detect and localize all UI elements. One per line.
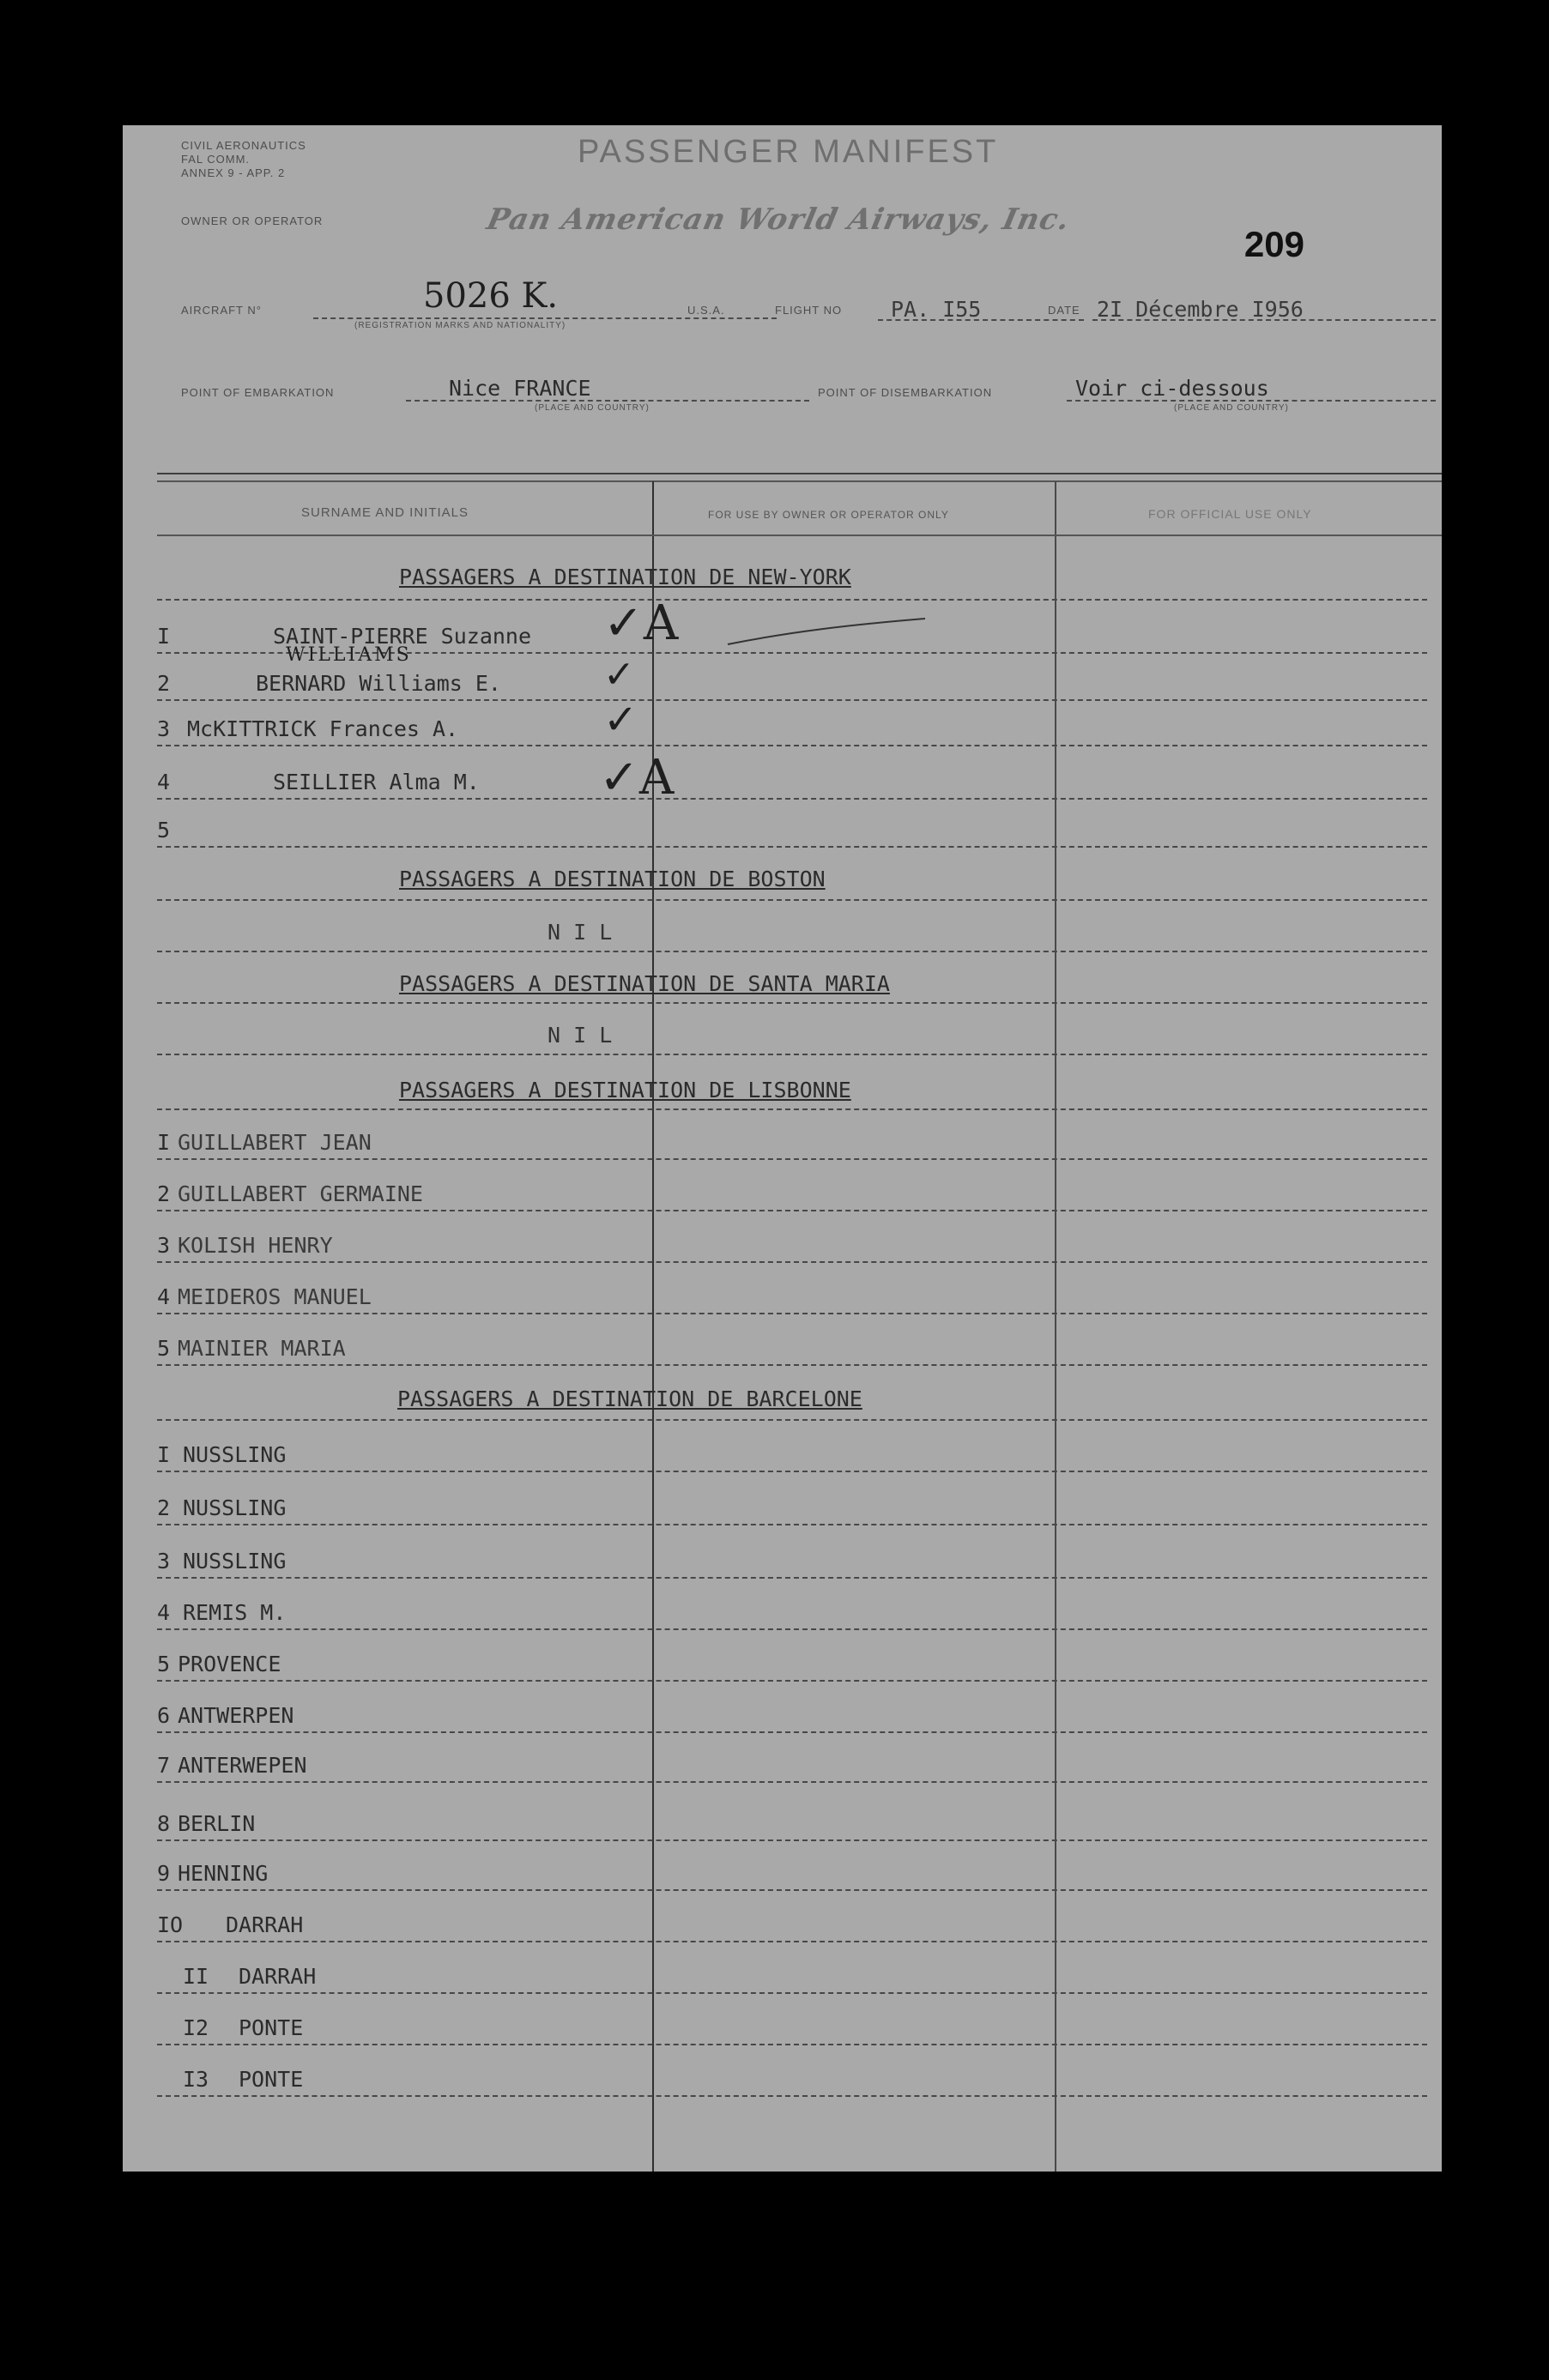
row-number: 2 bbox=[157, 671, 171, 696]
embarkation-label: POINT OF EMBARKATION bbox=[181, 386, 335, 399]
row-rule bbox=[157, 599, 1427, 601]
pen-stroke bbox=[723, 614, 929, 649]
aircraft-field-line bbox=[313, 317, 777, 319]
row-rule bbox=[157, 1108, 1427, 1110]
check-mark-icon: ✓A bbox=[603, 595, 679, 651]
passenger-row bbox=[157, 1112, 1427, 1163]
row-rule bbox=[157, 846, 1427, 848]
passenger-row bbox=[157, 1946, 1427, 1997]
row-number: 2 bbox=[157, 1181, 171, 1206]
check-mark-icon: ✓A bbox=[599, 750, 675, 806]
passenger-name: McKITTRICK Frances A. bbox=[187, 716, 459, 741]
passenger-row bbox=[157, 1793, 1427, 1845]
passenger-name: NUSSLING bbox=[183, 1549, 287, 1574]
passenger-name: PONTE bbox=[239, 2015, 304, 2040]
form-reference-line: CIVIL AERONAUTICS bbox=[181, 139, 306, 152]
passenger-row bbox=[157, 2049, 1427, 2100]
passenger-name: HENNING bbox=[178, 1861, 269, 1886]
page-number: 209 bbox=[1243, 224, 1304, 264]
passenger-name: NUSSLING bbox=[183, 1495, 287, 1520]
row-number: II bbox=[183, 1964, 209, 1989]
date-field-line bbox=[1092, 319, 1436, 321]
embarkation-sublabel: (PLACE AND COUNTRY) bbox=[535, 403, 650, 413]
row-number: 4 bbox=[157, 1600, 171, 1625]
row-rule bbox=[157, 899, 1427, 901]
row-number: 4 bbox=[157, 1284, 171, 1309]
row-number: I2 bbox=[183, 2015, 209, 2040]
check-mark-icon: ✓ bbox=[603, 653, 635, 697]
header-bottom-rule bbox=[157, 535, 1442, 536]
row-rule bbox=[157, 1471, 1427, 1472]
section-heading: PASSAGERS A DESTINATION DE SANTA MARIA bbox=[399, 971, 890, 996]
section-heading: PASSAGERS A DESTINATION DE NEW-YORK bbox=[399, 565, 851, 589]
aircraft-sublabel: (REGISTRATION MARKS AND NATIONALITY) bbox=[354, 321, 566, 330]
row-number: I bbox=[157, 1442, 171, 1467]
row-number: 5 bbox=[157, 818, 171, 843]
row-rule bbox=[157, 1364, 1427, 1366]
section-boston bbox=[123, 855, 1442, 906]
passenger-name: GUILLABERT JEAN bbox=[178, 1130, 372, 1155]
flight-number: PA. I55 bbox=[891, 297, 982, 322]
table-top-rule bbox=[157, 473, 1442, 474]
passenger-name: DARRAH bbox=[226, 1912, 304, 1937]
passenger-row bbox=[157, 1424, 1427, 1476]
row-number: 3 bbox=[157, 716, 171, 741]
form-reference-line: FAL COMM. bbox=[181, 153, 251, 166]
passenger-name: ANTWERPEN bbox=[178, 1703, 294, 1728]
table-top-rule-2 bbox=[157, 480, 1442, 482]
row-rule bbox=[157, 1158, 1427, 1160]
column-header-owner-use: FOR USE BY OWNER OR OPERATOR ONLY bbox=[708, 509, 949, 521]
section-boston-nil bbox=[123, 906, 1442, 957]
row-rule bbox=[157, 951, 1427, 952]
row-rule bbox=[157, 1992, 1427, 1994]
row-rule bbox=[157, 1002, 1427, 1004]
section-heading: PASSAGERS A DESTINATION DE BARCELONE bbox=[397, 1386, 862, 1411]
passenger-name: PROVENCE bbox=[178, 1652, 281, 1676]
manifest-sheet bbox=[123, 125, 1442, 2172]
row-number: 5 bbox=[157, 1336, 171, 1361]
row-number: I bbox=[157, 624, 171, 649]
row-number: 4 bbox=[157, 770, 171, 794]
disembarkation-label: POINT OF DISEMBARKATION bbox=[818, 386, 993, 399]
row-number: 5 bbox=[157, 1652, 171, 1676]
flight-label: FLIGHT NO bbox=[775, 304, 843, 317]
passenger-row bbox=[157, 698, 1427, 750]
row-rule bbox=[157, 1889, 1427, 1891]
column-header-official-use: FOR OFFICIAL USE ONLY bbox=[1148, 507, 1312, 521]
row-rule bbox=[157, 1261, 1427, 1263]
row-rule bbox=[157, 1419, 1427, 1421]
nil-text: N I L bbox=[548, 1023, 613, 1048]
row-number: 2 bbox=[157, 1495, 171, 1520]
passenger-row bbox=[157, 644, 1427, 704]
row-rule bbox=[157, 1313, 1427, 1314]
row-number: 6 bbox=[157, 1703, 171, 1728]
passenger-row bbox=[157, 1735, 1427, 1786]
passenger-row bbox=[157, 1582, 1427, 1634]
section-heading: PASSAGERS A DESTINATION DE LISBONNE bbox=[399, 1078, 851, 1102]
passenger-name: SAINT-PIERRE Suzanne bbox=[273, 624, 532, 649]
row-number: 3 bbox=[157, 1233, 171, 1258]
passenger-name: MAINIER MARIA bbox=[178, 1336, 346, 1361]
handwritten-correction: WILLIAMS bbox=[286, 644, 412, 666]
passenger-name: MEIDEROS MANUEL bbox=[178, 1284, 372, 1309]
row-rule bbox=[157, 1054, 1427, 1055]
passenger-name: GUILLABERT GERMAINE bbox=[178, 1181, 423, 1206]
section-barcelone bbox=[123, 1369, 1442, 1424]
passenger-name: SEILLIER Alma M. bbox=[273, 770, 480, 794]
passenger-name: NUSSLING bbox=[183, 1442, 287, 1467]
row-rule bbox=[157, 2044, 1427, 2045]
passenger-name: DARRAH bbox=[239, 1964, 317, 1989]
owner-operator-label: OWNER OR OPERATOR bbox=[181, 214, 324, 227]
section-santa-maria-nil bbox=[123, 1009, 1442, 1060]
page-title: PASSENGER MANIFEST bbox=[578, 134, 999, 170]
flight-field-line bbox=[878, 319, 1084, 321]
passenger-row bbox=[157, 1894, 1427, 1946]
operator-name: Pan American World Airways, Inc. bbox=[483, 202, 1074, 237]
passenger-row bbox=[157, 1266, 1427, 1318]
check-mark-icon: ✓ bbox=[603, 696, 638, 744]
passenger-row bbox=[157, 752, 1427, 803]
disembarkation-value: Voir ci-dessous bbox=[1075, 376, 1269, 401]
row-rule bbox=[157, 1941, 1427, 1942]
passenger-row bbox=[157, 1843, 1427, 1894]
row-rule bbox=[157, 1731, 1427, 1733]
row-rule bbox=[157, 1781, 1427, 1783]
column-header-surname: SURNAME AND INITIALS bbox=[301, 505, 469, 520]
nationality-text: U.S.A. bbox=[687, 304, 725, 317]
passenger-name: REMIS M. bbox=[183, 1600, 287, 1625]
row-rule bbox=[157, 2095, 1427, 2097]
embarkation-field-line bbox=[406, 400, 809, 402]
row-rule bbox=[157, 1839, 1427, 1841]
passenger-row bbox=[157, 1685, 1427, 1737]
row-number: IO bbox=[157, 1912, 184, 1937]
passenger-row bbox=[157, 1215, 1427, 1266]
date-label: DATE bbox=[1048, 304, 1080, 317]
row-number: 7 bbox=[157, 1753, 171, 1778]
form-reference bbox=[181, 139, 306, 180]
row-number: I3 bbox=[183, 2067, 209, 2092]
section-lisbonne bbox=[123, 1060, 1442, 1112]
aircraft-registration: 5026 K. bbox=[423, 276, 559, 316]
row-rule bbox=[157, 745, 1427, 746]
passenger-row bbox=[157, 1634, 1427, 1685]
nil-text: N I L bbox=[548, 920, 613, 945]
row-number: 8 bbox=[157, 1811, 171, 1836]
section-heading: PASSAGERS A DESTINATION DE BOSTON bbox=[399, 867, 826, 891]
embarkation-value: Nice FRANCE bbox=[449, 376, 591, 401]
passenger-row bbox=[157, 1163, 1427, 1215]
passenger-row bbox=[157, 1477, 1427, 1529]
row-number: 3 bbox=[157, 1549, 171, 1574]
form-reference-line: ANNEX 9 - APP. 2 bbox=[181, 166, 286, 179]
passenger-name: ANTERWEPEN bbox=[178, 1753, 307, 1778]
row-rule bbox=[157, 1210, 1427, 1211]
passenger-row bbox=[157, 800, 1427, 851]
row-rule bbox=[157, 1577, 1427, 1579]
row-rule bbox=[157, 1524, 1427, 1525]
row-number: 9 bbox=[157, 1861, 171, 1886]
section-new-york bbox=[123, 554, 1442, 606]
passenger-name: KOLISH HENRY bbox=[178, 1233, 333, 1258]
row-number: I bbox=[157, 1130, 171, 1155]
aircraft-label: AIRCRAFT N° bbox=[181, 304, 262, 317]
disembarkation-sublabel: (PLACE AND COUNTRY) bbox=[1174, 403, 1289, 413]
passenger-row bbox=[157, 1531, 1427, 1582]
passenger-name: BERNARD Williams E. bbox=[256, 671, 501, 696]
flight-date: 2I Décembre I956 bbox=[1097, 297, 1304, 322]
passenger-name: BERLIN bbox=[178, 1811, 256, 1836]
section-santa-maria bbox=[123, 957, 1442, 1009]
passenger-name: PONTE bbox=[239, 2067, 304, 2092]
disembarkation-field-line bbox=[1067, 400, 1436, 402]
row-rule bbox=[157, 1680, 1427, 1682]
row-rule bbox=[157, 1628, 1427, 1630]
passenger-row bbox=[157, 1318, 1427, 1369]
passenger-row bbox=[157, 1997, 1427, 2049]
